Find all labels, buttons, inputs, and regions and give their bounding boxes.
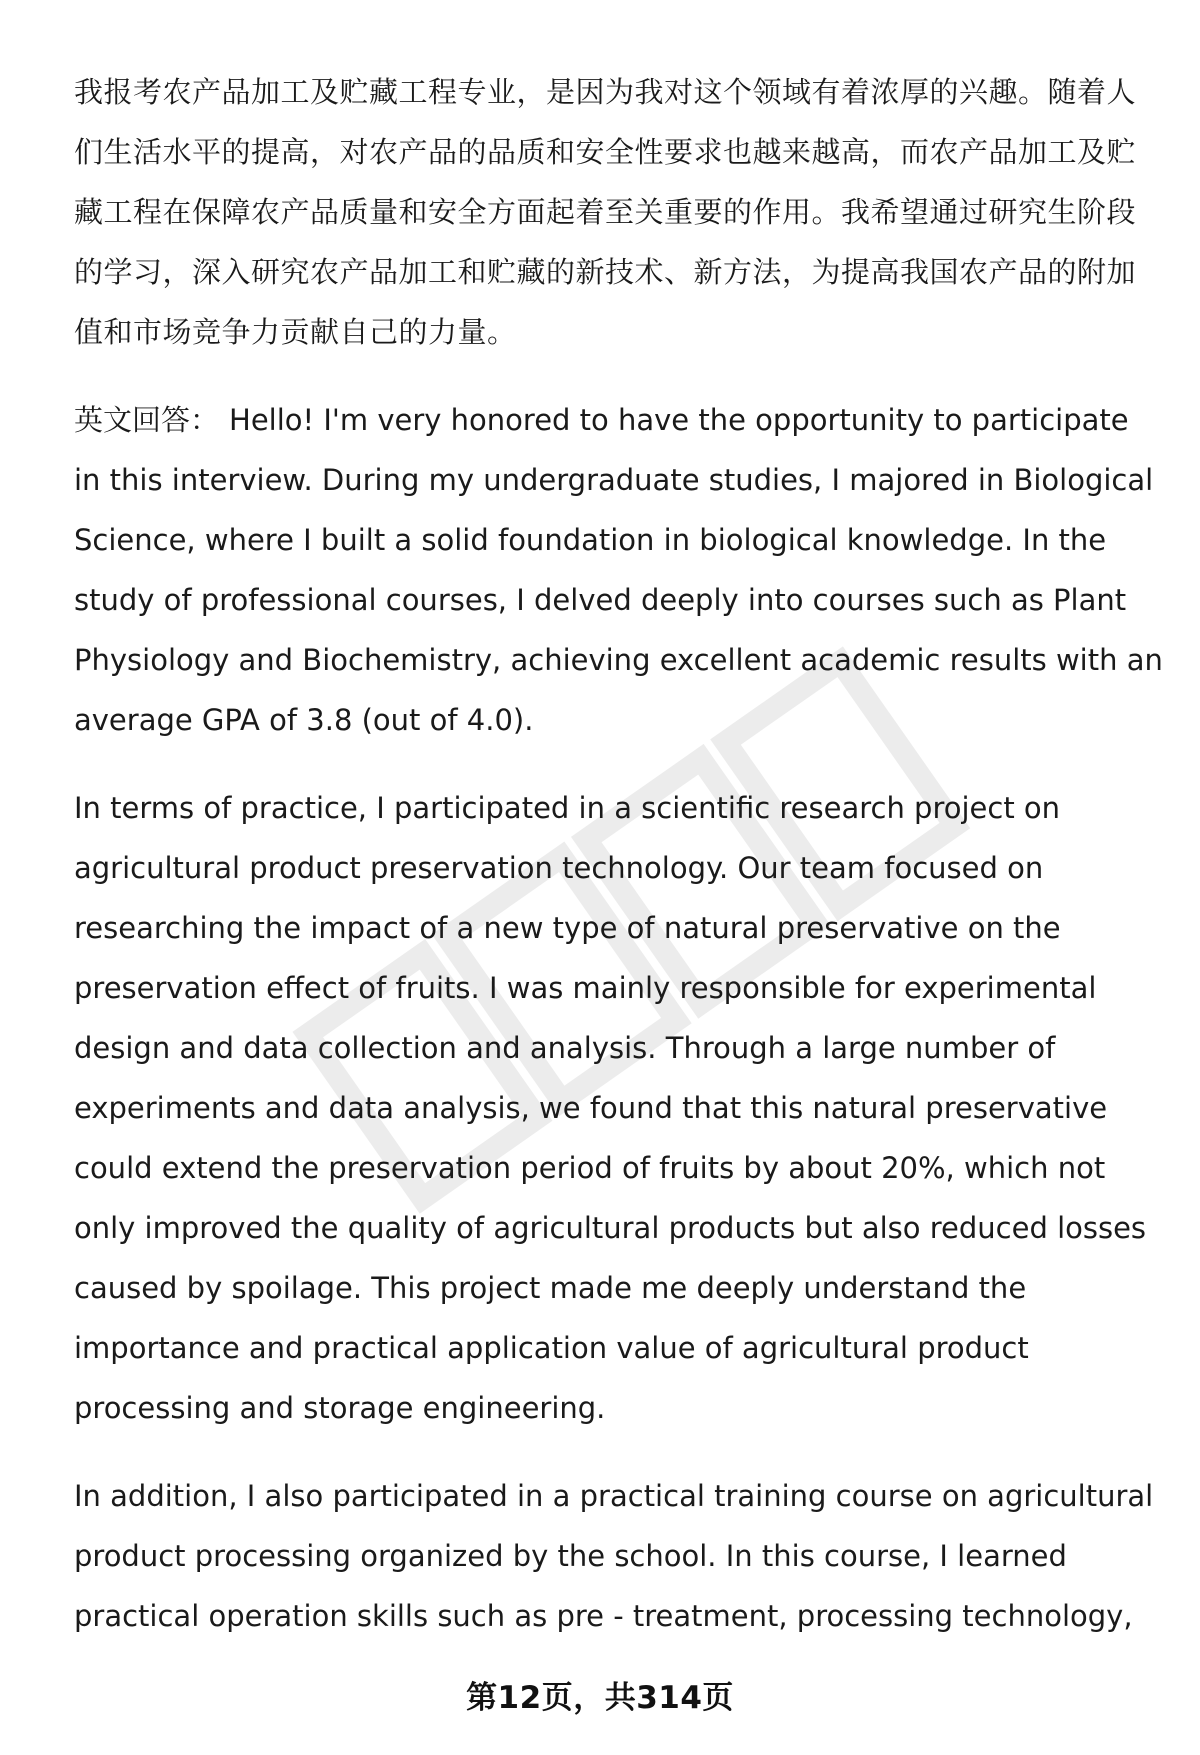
paragraph-practice: In terms of practice, I participated in a scientific research project on agricultural product preservation technology. Our team focused on researching the impact of a new type of natural preservative on the preservation effect of fruits. I was mainly responsible for experimental design and data collection and analysis. Through a large number of experiments and data analysis, we found that this natural preservative could extend the preservation period of fruits by about 20%, which not only improved the quality of agricultural products but also reduced losses caused by spoilage. This project made me deeply understand the importance and practical application value of agricultural product processing and storage engineering. xyxy=(74,791,1147,1425)
paragraph-english-answer-intro xyxy=(74,390,1164,750)
paragraph-chinese-answer: 我报考农产品加工及贮藏工程专业，是因为我对这个领域有着浓厚的兴趣。随着人们生活水平的提高，对农产品的品质和安全性要求也越来越高，而农产品加工及贮藏工程在保障农产品质量和安全方面起着至关重要的作用。我希望通过研究生阶段的学习，深入研究农产品加工和贮藏的新技术、新方法，为提高我国农产品的附加值和市场竞争力贡献自己的力量。 xyxy=(74,75,1137,349)
english-answer-label: 英文回答： xyxy=(74,403,220,437)
paragraph-training: In addition, I also participated in a practical training course on agricultural product processing organized by the school. In this course, I learned practical operation skills such as pre - treatment, processing technology, xyxy=(74,1479,1154,1633)
english-answer-text: Hello! I'm very honored to have the opportunity to participate in this interview. During my undergraduate studies, I majored in Biological Science, where I built a solid foundation in biological knowledge. In the study of professional courses, I delved deeply into courses such as Plant Physiology and Biochemistry, achieving excellent academic results with an average GPA of 3.8 (out of 4.0). xyxy=(74,403,1163,737)
document-body xyxy=(74,62,1164,1646)
page-number: 第12页，共314页 xyxy=(466,1680,734,1716)
